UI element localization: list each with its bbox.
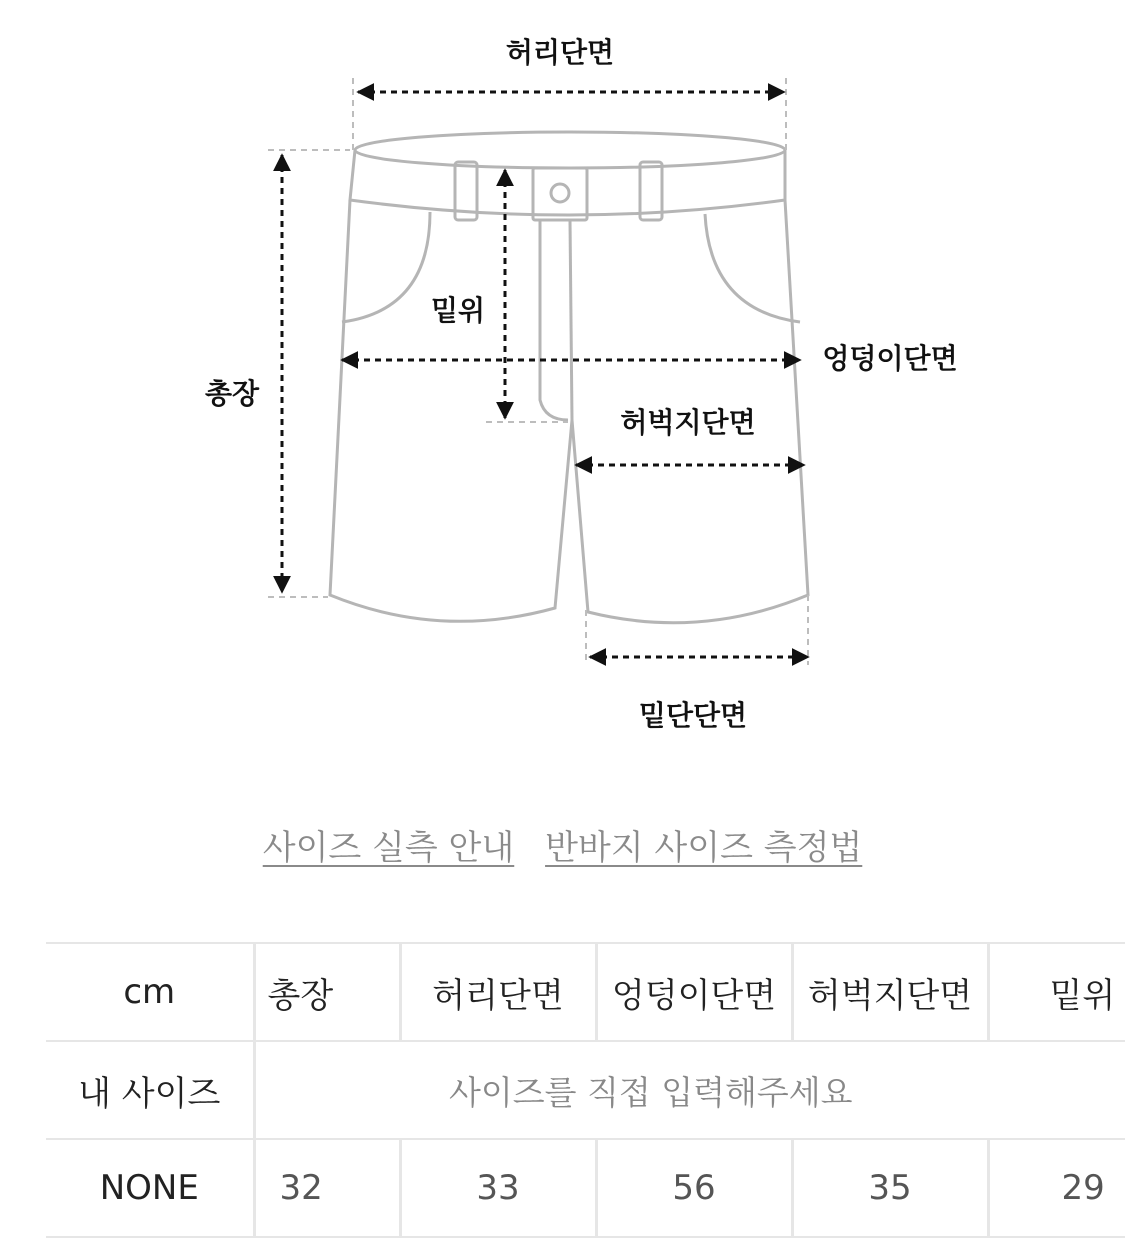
header-hip: 엉덩이단면 — [596, 943, 792, 1041]
header-unit: cm — [46, 943, 254, 1041]
header-rise: 밑위 — [988, 943, 1125, 1041]
label-thigh: 허벅지단면 — [620, 406, 756, 439]
size-table — [46, 942, 1125, 1238]
my-size-label: 내 사이즈 — [46, 1041, 254, 1139]
label-hem: 밑단단면 — [638, 699, 748, 732]
shorts-outline — [330, 132, 808, 623]
value-rise: 29 — [988, 1139, 1125, 1237]
value-thigh: 35 — [792, 1139, 988, 1237]
how-to-measure-link[interactable]: 반바지 사이즈 측정법 — [545, 828, 863, 868]
header-waist: 허리단면 — [400, 943, 596, 1041]
my-size-row — [46, 1041, 1125, 1139]
table-row — [46, 1139, 1125, 1237]
value-waist: 33 — [400, 1139, 596, 1237]
label-total-length: 총장 — [204, 377, 260, 410]
label-rise: 밑위 — [430, 294, 486, 327]
value-hip: 56 — [596, 1139, 792, 1237]
size-guide-links — [0, 820, 1125, 869]
header-thigh: 허벅지단면 — [792, 943, 988, 1041]
header-total-length: 총장 — [254, 943, 400, 1041]
label-waist: 허리단면 — [505, 36, 615, 69]
my-size-input[interactable]: 사이즈를 직접 입력해주세요 — [254, 1041, 1125, 1139]
label-hip: 엉덩이단면 — [822, 342, 958, 375]
size-guide-link[interactable]: 사이즈 실측 안내 — [262, 828, 515, 868]
size-name: NONE — [46, 1139, 254, 1237]
measure-arrows — [282, 92, 808, 657]
value-total-length: 32 — [254, 1139, 400, 1237]
guide-lines — [268, 78, 808, 665]
table-header-row — [46, 943, 1125, 1041]
